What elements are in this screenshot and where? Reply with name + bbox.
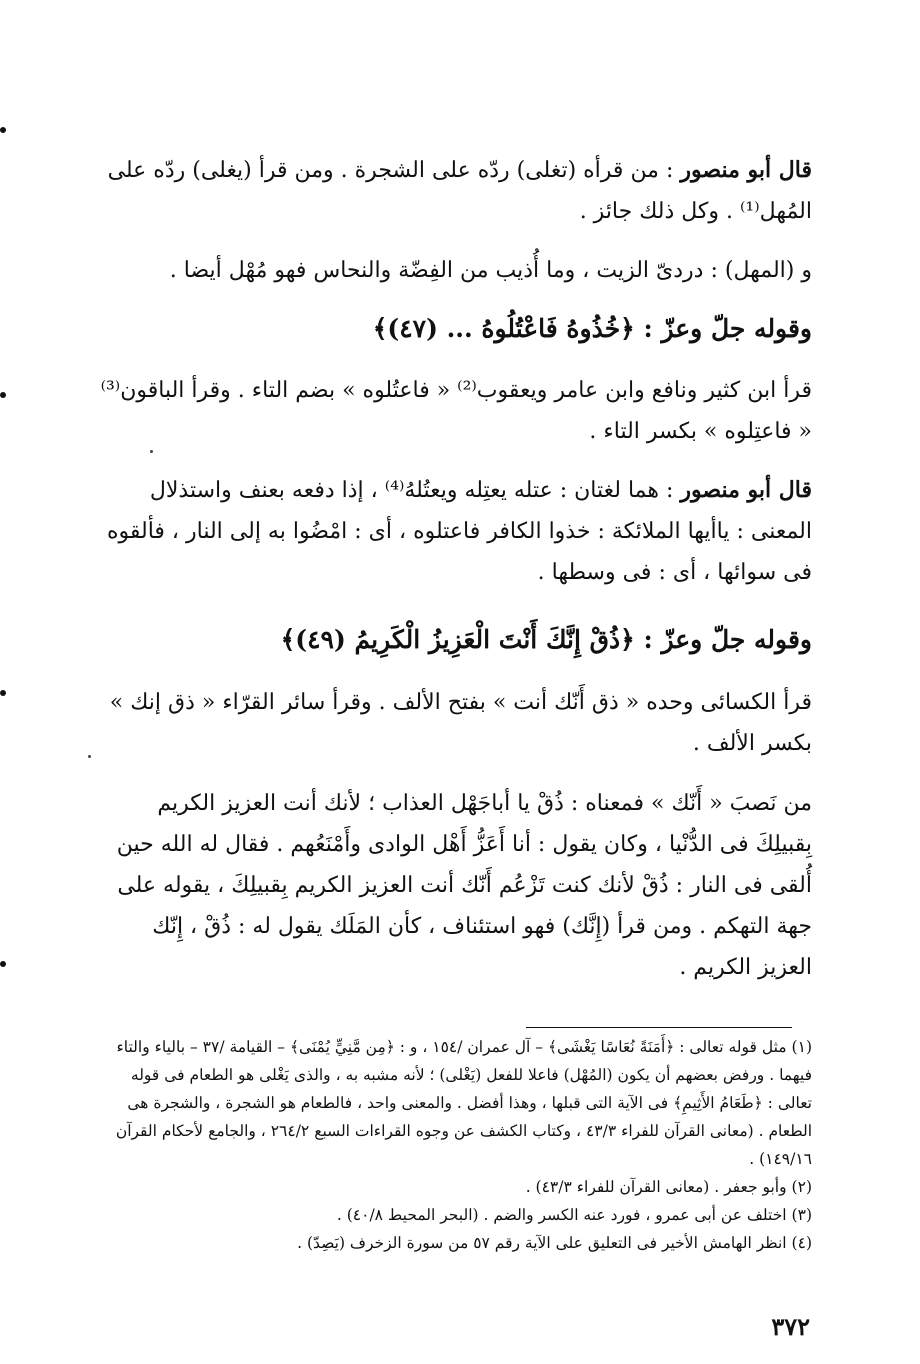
scan-speck: [150, 450, 153, 453]
verse-heading-text: وقوله جلّ وعزّ : ﴿ذُقْ إِنَّكَ أَنْتَ الْعَزِيزُ الْكَرِيمُ (٤٩)﴾: [280, 625, 812, 654]
footnote-number: (٣): [791, 1206, 812, 1224]
verse-heading-47: [100, 307, 812, 351]
paragraph-text: و (المهل) : دردىّ الزيت ، وما أُذيب من الفِضّة والنحاس فهو مُهْل أيضا .: [169, 258, 812, 283]
footnote-4: [100, 1229, 812, 1257]
footnote-2: [100, 1173, 812, 1201]
binding-mark: [0, 392, 6, 398]
paragraph-abu-mansur-tughli: [100, 150, 812, 232]
footnote-number: (٤): [791, 1234, 812, 1252]
paragraph-kisai-reading: [100, 682, 812, 764]
verse-heading-text: وقوله جلّ وعزّ : ﴿خُذُوهُ فَاعْتُلُوهُ ... (٤٧)﴾: [372, 314, 812, 343]
page-number: ٣٧٢: [771, 1312, 810, 1341]
footnote-text: مثل قوله تعالى : ﴿أَمَنَةً نُعَاسًا يَغْشَى﴾ – آل عمران /١٥٤ ، و : ﴿مِن مَّنِيٍّ يُمْنَى﴾ – القيامة /٣٧ – بالياء والتاء فيهما . ورفض بعضهم أن يكون (المُهْل) فاعلا للفعل (يَغْلى) ؛ لأنه مشبه به ، والذى يَغْلى هو الطعام فى قوله تعالى : ﴿طَعَامُ الأَثِيمِ﴾ فى الآية التى قبلها ، وهذا أفضل . والمعنى واحد ، فالطعام هو الشجرة ، والشجرة هى الطعام . (معانى القرآن للفراء ٤٣/٣ ، وكتاب الكشف عن وجوه القراءات السبع ٢٦٤/٢ ، والجامع لأحكام القرآن ١٤٩/١٦) .: [115, 1038, 812, 1168]
footnote-number: (١): [791, 1038, 812, 1056]
binding-mark: [0, 127, 6, 133]
paragraph-muhl-definition: [100, 250, 812, 291]
binding-mark: [0, 690, 6, 696]
binding-mark: [0, 961, 6, 967]
paragraph-readings-fatuluhu: [100, 370, 812, 452]
scan-speck: [88, 755, 91, 758]
paragraph-abu-mansur-lughatan: [100, 470, 812, 593]
footnote-text: وأبو جعفر . (معانى القرآن للفراء ٤٣/٣) .: [525, 1178, 787, 1196]
footnote-3: [100, 1201, 812, 1229]
footnote-text: اختلف عن أبى عمرو ، فورد عنه الكسر والضم . (البحر المحيط ٤٠/٨) .: [336, 1206, 787, 1224]
footnote-1: [100, 1033, 812, 1173]
paragraph-text: قرأ ابن كثير ونافع وابن عامر ويعقوب⁽²⁾ « فاعتُلوه » بضم التاء . وقرأ الباقون⁽³⁾ « فاعتِلوه » بكسر التاء .: [100, 378, 812, 444]
paragraph-lead: قال أبو منصور: [680, 477, 812, 503]
paragraph-text: من نَصبَ « أَنّك » فمعناه : ذُقْ يا أباجَهْل العذاب ؛ لأنك أنت العزيز الكريم بِقبيلِكَ فى الدُّنْيا ، وكان يقول : أنا أَعَزُّ أَهْل الوادى وأَمْنَعُهم . فقال له الله حين أُلقى فى النار : ذُقْ لأنك كنت تَزْعُم أَنّك أنت العزيز الكريم بِقبيلِكَ ، يقوله على جهة التهكم . ومن قرأ (إِنَّك) فهو استئناف ، كأن المَلَك يقول له : ذُقْ ، إِنّك العزيز الكريم .: [116, 791, 812, 980]
paragraph-text: : هما لغتان : عتله يعتِله ويعتُلهُ⁽⁴⁾ ، إذا دفعه بعنف واستذلال المعنى : ياأيها الملائكة : خذوا الكافر فاعتلوه ، أى : امْضُوا به إلى النار ، فألقوه فى سوائها ، أى : فى وسطها .: [106, 478, 812, 585]
paragraph-text: قرأ الكسائى وحده « ذق أَنّك أنت » بفتح الألف . وقرأ سائر القرّاء « ذق إنك » بكسر الألف .: [109, 690, 812, 756]
footnote-separator: [526, 1027, 792, 1028]
verse-heading-49: [100, 618, 812, 662]
footnote-number: (٢): [791, 1178, 812, 1196]
paragraph-text: : من قرأه (تغلى) ردّه على الشجرة . ومن قرأ (يغلى) ردّه على المُهل⁽¹⁾ . وكل ذلك جائز .: [107, 158, 812, 224]
paragraph-lead: قال أبو منصور: [680, 157, 812, 183]
footnote-text: انظر الهامش الأخير فى التعليق على الآية رقم ٥٧ من سورة الزخرف (يَصِدّ) .: [297, 1234, 787, 1252]
paragraph-explanation-dhuq: [100, 783, 812, 988]
footnotes: [100, 1033, 812, 1257]
